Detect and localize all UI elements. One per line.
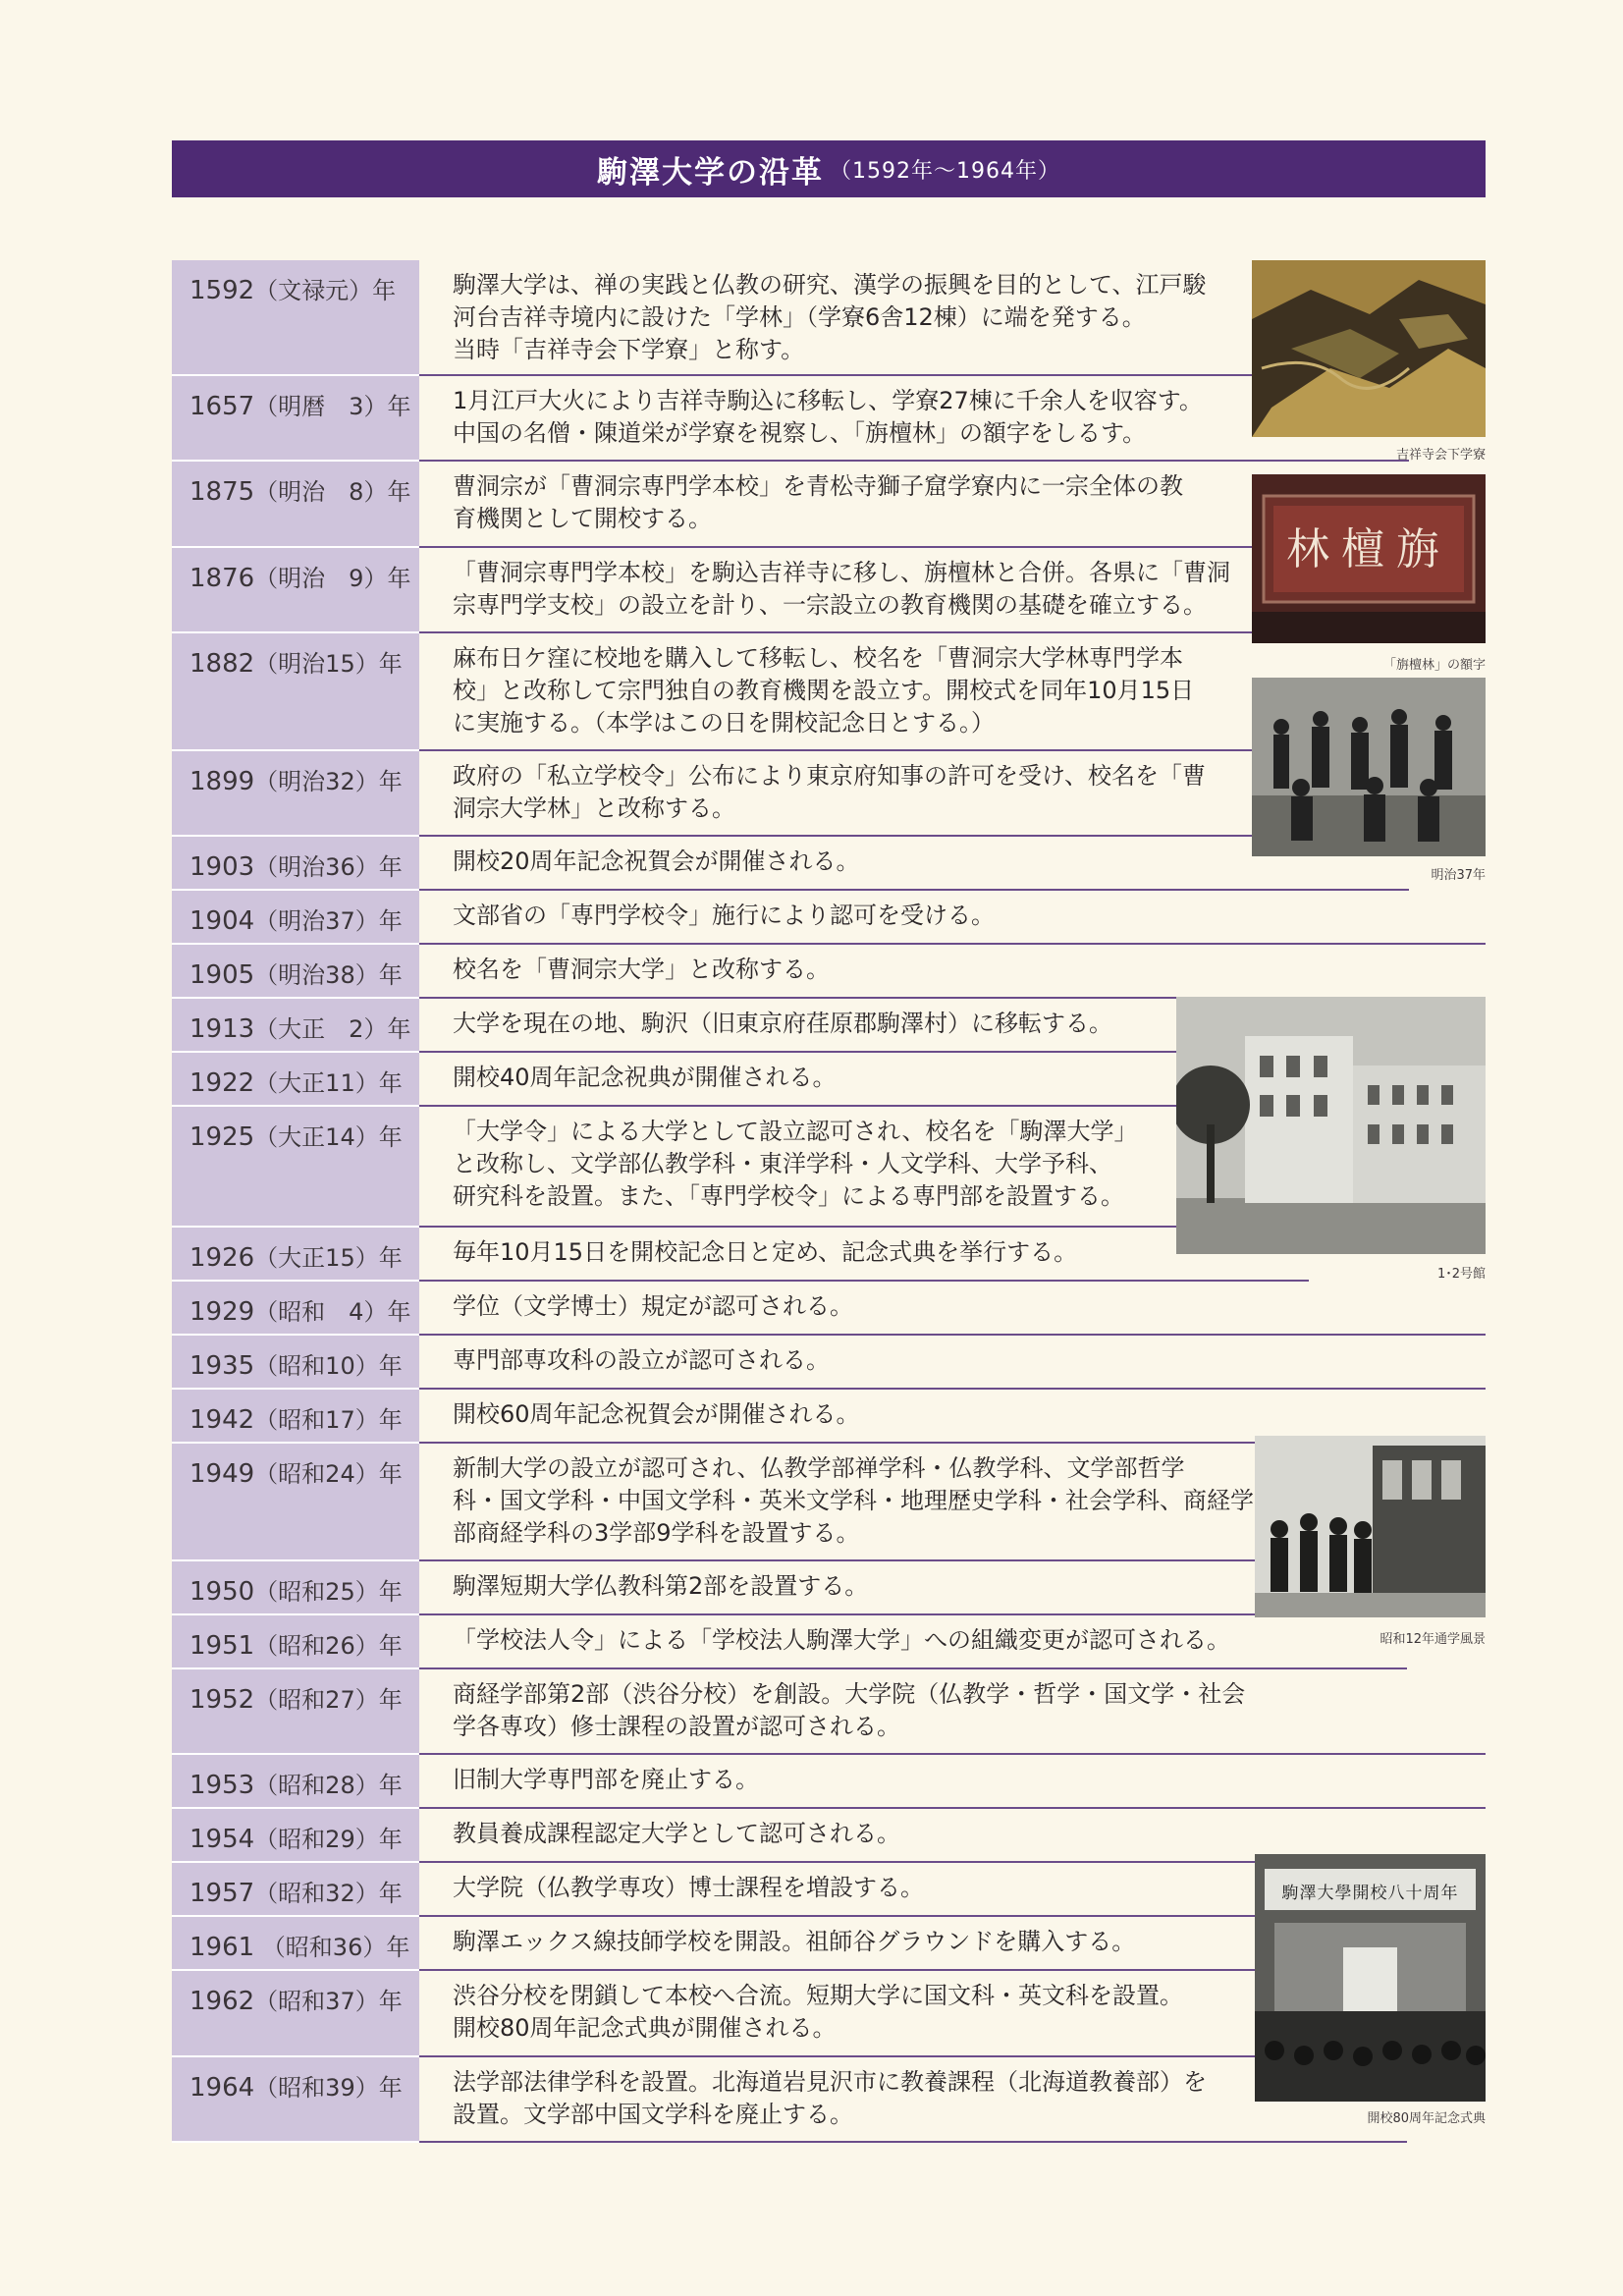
year-number: 1949 <box>189 1459 255 1489</box>
event-line: 教員養成課程認定大学として認可される。 <box>453 1820 900 1847</box>
table-row <box>172 1917 1407 1971</box>
event-line: 学各専攻）修士課程の設置が認可される。 <box>453 1713 900 1740</box>
table-row <box>172 1107 1309 1228</box>
year-number: 1935 <box>189 1351 255 1381</box>
year-number: 1942 <box>189 1405 255 1435</box>
event-line: 駒澤大学は、禅の実践と仏教の研究、漢学の振興を目的として、江戸駿 <box>453 271 1207 299</box>
event-line: 渋谷分校を閉鎖して本校へ合流。短期大学に国文科・英文科を設置。 <box>453 1982 1183 2009</box>
era-label: （明治 8）年 <box>254 478 411 506</box>
era-label: （昭和27）年 <box>254 1686 403 1714</box>
table-row <box>172 462 1409 548</box>
era-label: （大正11）年 <box>254 1069 403 1097</box>
table-row <box>172 891 1486 945</box>
photo-caption: 「旃檀林」の額字 <box>1382 658 1486 673</box>
ceremony-photo-icon <box>1255 1854 1486 2102</box>
year-number: 1929 <box>189 1297 255 1327</box>
event-line: 当時「吉祥寺会下学寮」と称す。 <box>453 336 805 363</box>
year-cell <box>172 1282 419 1336</box>
event-line: 育機関として開校する。 <box>453 505 712 532</box>
year-number: 1950 <box>189 1577 255 1607</box>
year-cell <box>172 1971 419 2057</box>
year-number: 1904 <box>189 906 255 936</box>
year-cell <box>172 999 419 1053</box>
event-line: 開校80周年記念式典が開催される。 <box>453 2014 837 2042</box>
event-description <box>419 1755 1486 1809</box>
table-row <box>172 1336 1486 1390</box>
year-cell <box>172 548 419 633</box>
era-label: （明治32）年 <box>254 768 403 795</box>
year-number: 1961 <box>189 1933 255 1962</box>
event-line: 政府の「私立学校令」公布により東京府知事の許可を受け、校名を「曹 <box>453 762 1207 790</box>
event-line: 部商経学科の3学部9学科を設置する。 <box>453 1519 860 1547</box>
era-label: （明治38）年 <box>254 961 403 989</box>
era-label: （大正14）年 <box>254 1123 403 1151</box>
event-line: 洞宗大学林」と改称する。 <box>453 794 735 822</box>
table-row <box>172 1863 1407 1917</box>
year-cell <box>172 1863 419 1917</box>
era-label: （昭和24）年 <box>254 1460 403 1488</box>
year-cell <box>172 462 419 548</box>
event-line: 「大学令」による大学として設立認可され、校名を「駒澤大学」 <box>453 1118 1138 1145</box>
year-number: 1876 <box>189 564 255 593</box>
table-row <box>172 999 1309 1053</box>
year-number: 1913 <box>189 1014 255 1044</box>
photo-caption: 1･2号館 <box>1436 1267 1486 1282</box>
photo-caption: 昭和12年通学風景 <box>1380 1632 1486 1647</box>
event-line: 開校60周年記念祝賀会が開催される。 <box>453 1400 860 1428</box>
table-row <box>172 1669 1486 1755</box>
photo-caption: 吉祥寺会下学寮 <box>1395 448 1486 463</box>
event-line: 開校40周年記念祝典が開催される。 <box>453 1064 837 1091</box>
event-line: 中国の名僧・陳道栄が学寮を視察し、「旃檀林」の額字をしるす。 <box>453 419 1147 447</box>
year-cell <box>172 2057 419 2143</box>
event-line: 大学を現在の地、駒沢（旧東京府荏原郡駒澤村）に移転する。 <box>453 1010 1112 1037</box>
year-cell <box>172 1444 419 1561</box>
year-cell <box>172 1755 419 1809</box>
event-line: 麻布日ケ窪に校地を購入して移転し、校名を「曹洞宗大学林専門学本 <box>453 644 1183 672</box>
table-row <box>172 633 1409 751</box>
event-line: 毎年10月15日を開校記念日と定め、記念式典を挙行する。 <box>453 1238 1078 1266</box>
era-label: （昭和37）年 <box>254 1988 403 2015</box>
page-title-range: （1592年～1964年） <box>830 158 1060 184</box>
table-row <box>172 548 1409 633</box>
tram-photo-icon <box>1255 1436 1486 1617</box>
event-line: 設置。文学部中国文学科を廃止する。 <box>453 2101 853 2128</box>
era-label: （昭和17）年 <box>254 1406 403 1434</box>
year-cell <box>172 1561 419 1615</box>
era-label: （明暦 3）年 <box>254 393 411 420</box>
era-label: （昭和28）年 <box>254 1772 403 1799</box>
year-cell <box>172 837 419 891</box>
event-line: 1月江戸大火により吉祥寺駒込に移転し、学寮27棟に千余人を収容す。 <box>453 387 1203 414</box>
event-line: 曹洞宗が「曹洞宗専門学本校」を青松寺獅子窟学寮内に一宗全体の教 <box>453 472 1183 500</box>
year-cell <box>172 1809 419 1863</box>
year-number: 1592 <box>189 276 255 305</box>
event-line: 商経学部第2部（渋谷分校）を創設。大学院（仏教学・哲学・国文学・社会 <box>453 1680 1246 1708</box>
year-cell <box>172 260 419 376</box>
table-row <box>172 376 1409 462</box>
year-number: 1905 <box>189 960 255 990</box>
year-cell <box>172 751 419 837</box>
era-label: （明治15）年 <box>254 650 403 678</box>
page-title-bar <box>172 140 1486 197</box>
table-row <box>172 1282 1486 1336</box>
event-line: 旧制大学専門部を廃止する。 <box>453 1766 759 1793</box>
event-description <box>419 1282 1486 1336</box>
era-label: （昭和 4）年 <box>254 1298 411 1326</box>
table-row <box>172 1755 1486 1809</box>
event-line: 開校20周年記念祝賀会が開催される。 <box>453 847 860 875</box>
event-line: 研究科を設置。また、「専門学校令」による専門部を設置する。 <box>453 1182 1124 1210</box>
event-line: 科・国文学科・中国文学科・英米文学科・地理歴史学科・社会学科、商経学 <box>453 1487 1254 1514</box>
event-line: 校名を「曹洞宗大学」と改称する。 <box>453 956 830 983</box>
year-number: 1926 <box>189 1243 255 1273</box>
era-label: （昭和25）年 <box>254 1578 403 1606</box>
year-cell <box>172 891 419 945</box>
era-label: （明治37）年 <box>254 907 403 935</box>
era-label: （昭和26）年 <box>254 1632 403 1660</box>
year-cell <box>172 945 419 999</box>
year-number: 1951 <box>189 1631 255 1661</box>
year-number: 1957 <box>189 1879 255 1908</box>
year-cell <box>172 633 419 751</box>
event-line: 大学院（仏教学専攻）博士課程を増設する。 <box>453 1874 924 1901</box>
event-line: 「曹洞宗専門学本校」を駒込吉祥寺に移し、旃檀林と合併。各県に「曹洞 <box>453 559 1230 586</box>
table-row <box>172 751 1409 837</box>
era-label: （大正 2）年 <box>254 1015 411 1043</box>
event-line: 駒澤短期大学仏教科第2部を設置する。 <box>453 1572 869 1600</box>
year-number: 1903 <box>189 852 255 882</box>
photo-caption: 明治37年 <box>1431 868 1486 883</box>
table-row <box>172 1615 1407 1669</box>
year-cell <box>172 1107 419 1228</box>
table-row <box>172 1053 1309 1107</box>
year-cell <box>172 1615 419 1669</box>
era-label: （昭和36）年 <box>254 1934 410 1961</box>
year-number: 1925 <box>189 1122 255 1152</box>
year-number: 1882 <box>189 649 255 679</box>
ceremony-banner-text: 駒澤大學開校八十周年 <box>1281 1884 1459 1903</box>
year-number: 1952 <box>189 1685 255 1715</box>
event-line: 駒澤エックス線技師学校を開設。祖師谷グラウンドを購入する。 <box>453 1928 1136 1955</box>
era-label: （大正15）年 <box>254 1244 403 1272</box>
year-cell <box>172 1390 419 1444</box>
event-description <box>419 891 1486 945</box>
era-label: （昭和29）年 <box>254 1826 403 1853</box>
table-row <box>172 1228 1309 1282</box>
year-number: 1964 <box>189 2073 255 2103</box>
photo-caption: 開校80周年記念式典 <box>1367 2111 1486 2126</box>
year-cell <box>172 1228 419 1282</box>
event-line: 文部省の「専門学校令」施行により認可を受ける。 <box>453 902 995 929</box>
group-photo-icon <box>1252 678 1486 856</box>
table-row <box>172 260 1409 376</box>
year-cell <box>172 1917 419 1971</box>
table-row <box>172 1971 1407 2057</box>
table-row <box>172 945 1486 999</box>
event-line: 校」と改称して宗門独自の教育機関を設立す。開校式を同年10月15日 <box>453 677 1195 704</box>
era-label: （明治 9）年 <box>254 565 411 592</box>
year-cell <box>172 1669 419 1755</box>
year-cell <box>172 376 419 462</box>
year-cell <box>172 1336 419 1390</box>
year-number: 1953 <box>189 1771 255 1800</box>
event-line: と改称し、文学部仏教学科・東洋学科・人文学科、大学予科、 <box>453 1150 1112 1177</box>
event-line: 河台吉祥寺境内に設けた「学林」（学寮6舎12棟）に端を発する。 <box>453 303 1146 331</box>
event-line: 法学部法律学科を設置。北海道岩見沢市に教養課程（北海道教養部）を <box>453 2068 1207 2096</box>
year-number: 1954 <box>189 1825 255 1854</box>
table-row <box>172 837 1409 891</box>
year-number: 1875 <box>189 477 255 507</box>
event-line: 専門部専攻科の設立が認可される。 <box>453 1346 830 1374</box>
event-line: に実施する。（本学はこの日を開校記念日とする。） <box>453 709 995 737</box>
event-description <box>419 945 1486 999</box>
event-line: 「学校法人令」による「学校法人駒澤大学」への組織変更が認可される。 <box>453 1626 1230 1654</box>
event-description <box>419 1669 1486 1755</box>
plaque-text: 旃檀林 <box>1286 524 1451 574</box>
painting-kichijoji-icon <box>1252 260 1486 437</box>
era-label: （文禄元）年 <box>254 277 397 304</box>
year-number: 1962 <box>189 1987 255 2016</box>
event-line: 学位（文学博士）規定が認可される。 <box>453 1292 853 1320</box>
page-title: 駒澤大学の沿革 <box>597 154 824 191</box>
year-number: 1657 <box>189 392 255 421</box>
year-number: 1899 <box>189 767 255 796</box>
year-number: 1922 <box>189 1068 255 1098</box>
event-description <box>419 1336 1486 1390</box>
era-label: （明治36）年 <box>254 853 403 881</box>
era-label: （昭和10）年 <box>254 1352 403 1380</box>
table-row <box>172 1444 1407 1561</box>
plaque-sendanrin-icon <box>1252 474 1486 643</box>
table-row <box>172 2057 1407 2143</box>
era-label: （昭和32）年 <box>254 1880 403 1907</box>
table-row <box>172 1561 1407 1615</box>
building-photo-icon <box>1176 997 1486 1254</box>
event-line: 宗専門学支校」の設立を計り、一宗設立の教育機関の基礎を確立する。 <box>453 591 1207 619</box>
year-cell <box>172 1053 419 1107</box>
era-label: （昭和39）年 <box>254 2074 403 2102</box>
event-line: 新制大学の設立が認可され、仏教学部禅学科・仏教学科、文学部哲学 <box>453 1454 1185 1482</box>
